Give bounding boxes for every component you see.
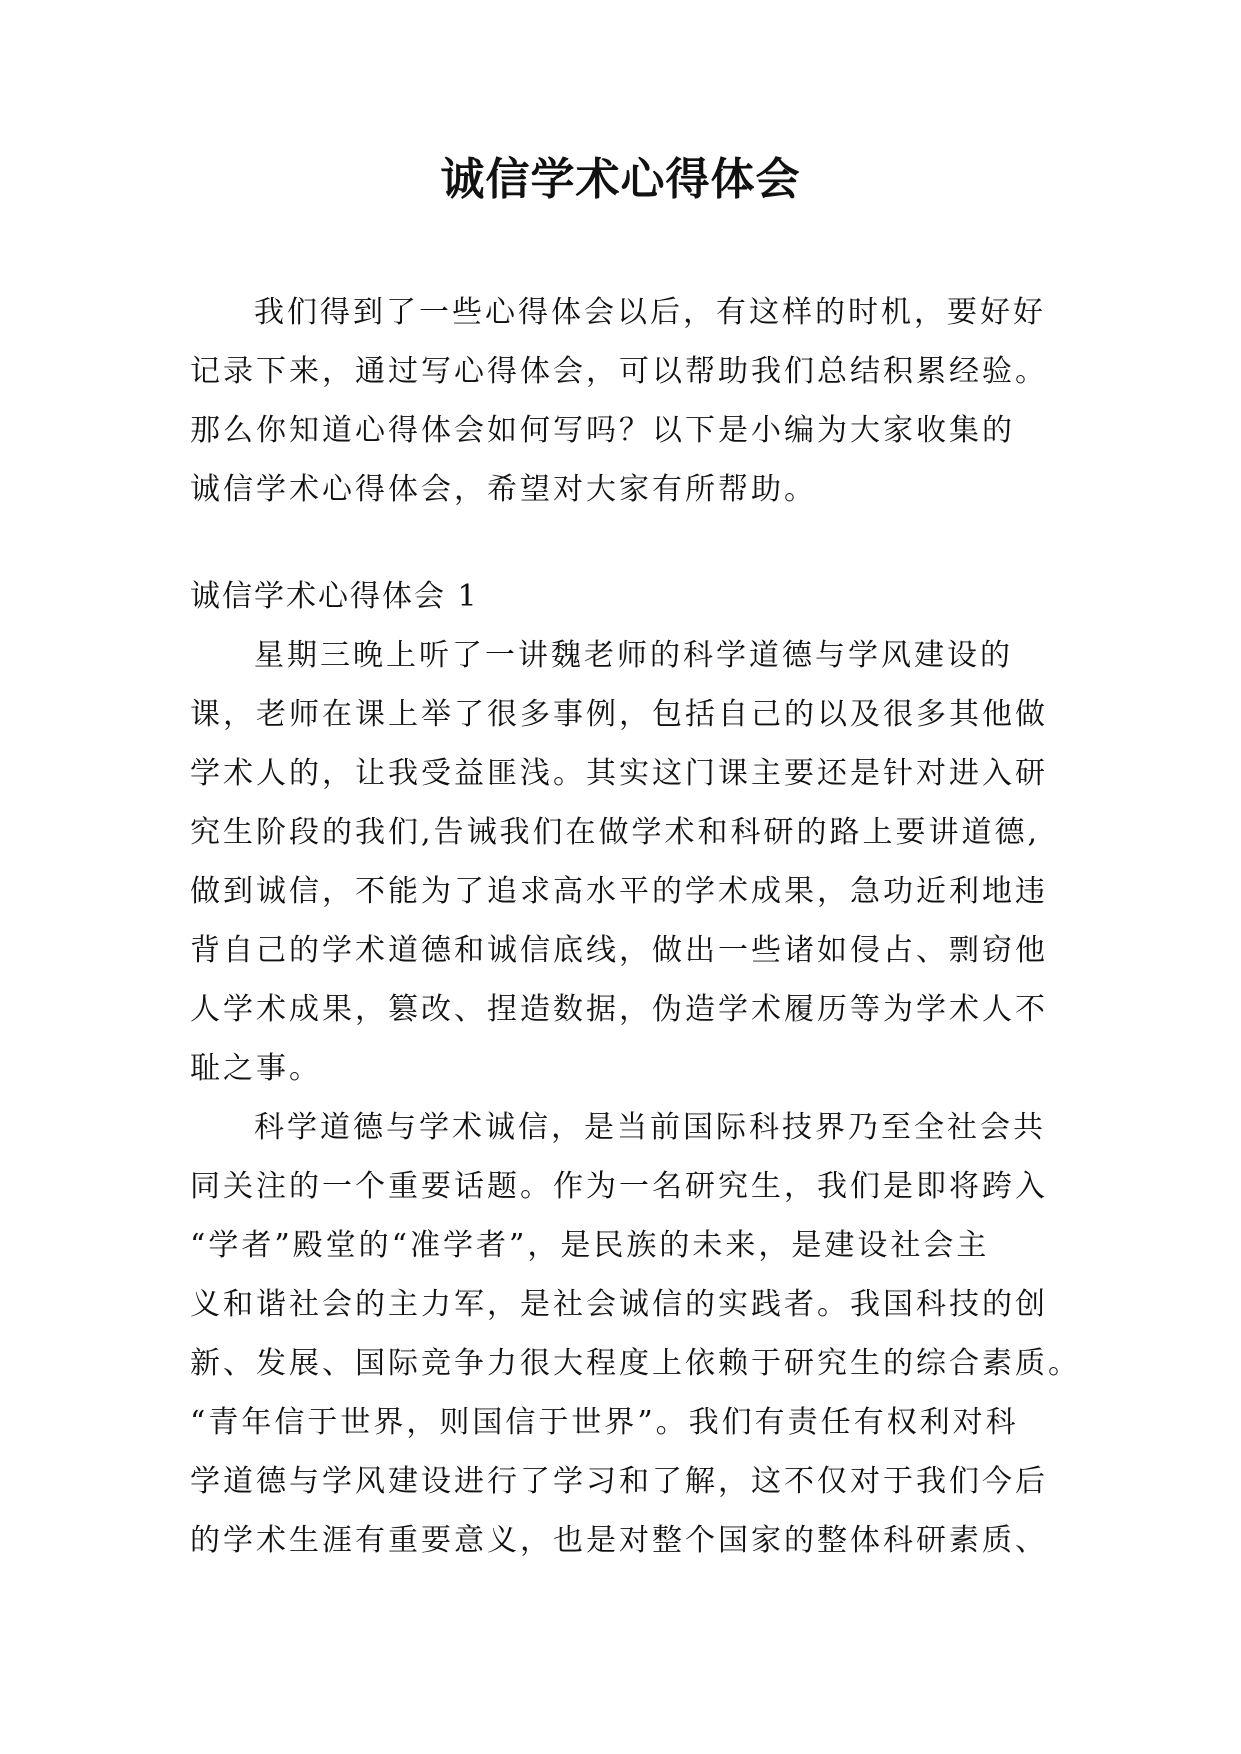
- paragraph-line: 那么你知道心得体会如何写吗？以下是小编为大家收集的: [190, 413, 1015, 448]
- paragraph-line: 学术人的，让我受益匪浅。其实这门课主要还是针对进入研: [190, 756, 1048, 791]
- paragraph-line: 科学道德与学术诚信，是当前国际科技界乃至全社会共: [254, 1110, 1046, 1145]
- paragraph-line: 耻之事。: [190, 1051, 322, 1086]
- paragraph-line: 义和谐社会的主力军，是社会诚信的实践者。我国科技的创: [190, 1287, 1048, 1322]
- paragraph-line: 背自己的学术道德和诚信底线，做出一些诸如侵占、剽窃他: [190, 933, 1048, 968]
- section-heading: 诚信学术心得体会 1: [190, 579, 479, 614]
- body-paragraph-1: [190, 626, 1065, 1098]
- paragraph-line: 诚信学术心得体会，希望对大家有所帮助。: [190, 472, 817, 507]
- body-paragraph-2: [190, 1098, 1081, 1570]
- paragraph-line: 同关注的一个重要话题。作为一名研究生，我们是即将跨入: [190, 1169, 1048, 1204]
- paragraph-line: 我们得到了一些心得体会以后，有这样的时机，要好好: [254, 295, 1046, 330]
- paragraph-line: “学者”殿堂的“准学者”，是民族的未来，是建设社会主: [190, 1228, 990, 1263]
- paragraph-line: “青年信于世界，则国信于世界”。我们有责任有权利对科: [190, 1405, 1019, 1440]
- paragraph-line: 学道德与学风建设进行了学习和了解，这不仅对于我们今后: [190, 1464, 1048, 1499]
- document-body: [190, 283, 1081, 1570]
- paragraph-line: 课，老师在课上举了很多事例，包括自己的以及很多其他做: [190, 697, 1048, 732]
- paragraph-line: 究生阶段的我们,告诫我们在做学术和科研的路上要讲道德,: [190, 815, 1041, 850]
- paragraph-line: 记录下来，通过写心得体会，可以帮助我们总结积累经验。: [190, 354, 1048, 389]
- paragraph-line: 人学术成果，篡改、捏造数据，伪造学术履历等为学术人不: [190, 992, 1048, 1027]
- paragraph-line: 的学术生涯有重要意义，也是对整个国家的整体科研素质、: [190, 1523, 1048, 1558]
- intro-paragraph: [190, 283, 1065, 519]
- paragraph-line: 新、发展、国际竞争力很大程度上依赖于研究生的综合素质。: [190, 1346, 1081, 1381]
- paragraph-line: 星期三晚上听了一讲魏老师的科学道德与学风建设的: [254, 638, 1013, 673]
- document-title: 诚信学术心得体会: [440, 154, 801, 205]
- paragraph-line: 做到诚信，不能为了追求高水平的学术成果，急功近利地违: [190, 874, 1048, 909]
